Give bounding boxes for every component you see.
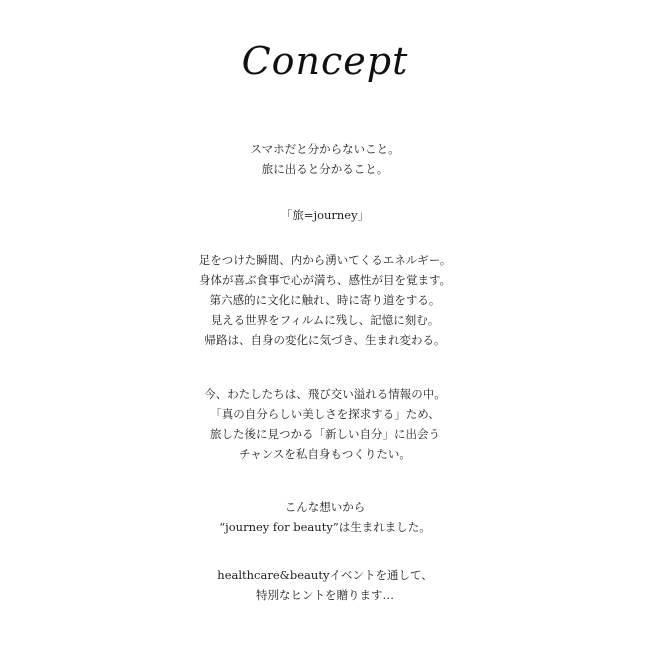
text-line: “journey for beauty”は生まれました。 <box>219 520 431 534</box>
text-line: 「旅=journey」 <box>280 208 370 222</box>
text-line: 特別なヒントを贈ります… <box>256 588 394 602</box>
paragraph-4 <box>0 384 650 464</box>
paragraph-5 <box>0 497 650 537</box>
text-line: 足をつけた瞬間、内から湧いてくるエネルギー。 <box>198 253 452 267</box>
text-line: スマホだと分からないこと。 <box>250 142 400 156</box>
text-line: 旅に出ると分かること。 <box>261 162 389 176</box>
text-line: 旅した後に見つかる「新しい自分」に出会う <box>210 427 440 441</box>
paragraph-2 <box>0 205 650 225</box>
text-line: こんな想いから <box>284 500 366 514</box>
text-line: 帰路は、自身の変化に気づき、生まれ変わる。 <box>204 333 446 347</box>
text-line: 第六感的に文化に触れ、時に寄り道をする。 <box>209 293 441 307</box>
paragraph-1 <box>0 139 650 179</box>
text-line: チャンスを私自身もつくりたい。 <box>239 447 411 461</box>
page-title: Concept <box>241 39 409 83</box>
paragraph-6 <box>0 565 650 605</box>
text-line: 「真の自分らしい美しさを探求する」ため、 <box>210 407 440 421</box>
text-line: 今、わたしたちは、飛び交い溢れる情報の中。 <box>204 387 446 401</box>
text-line: 見える世界をフィルムに残し、記憶に刻む。 <box>210 313 440 327</box>
text-line: healthcare&beautyイベントを通して、 <box>217 568 433 582</box>
paragraph-3 <box>0 250 650 350</box>
text-line: 身体が喜ぶ食事で心が満ち、感性が目を覚ます。 <box>198 273 452 287</box>
